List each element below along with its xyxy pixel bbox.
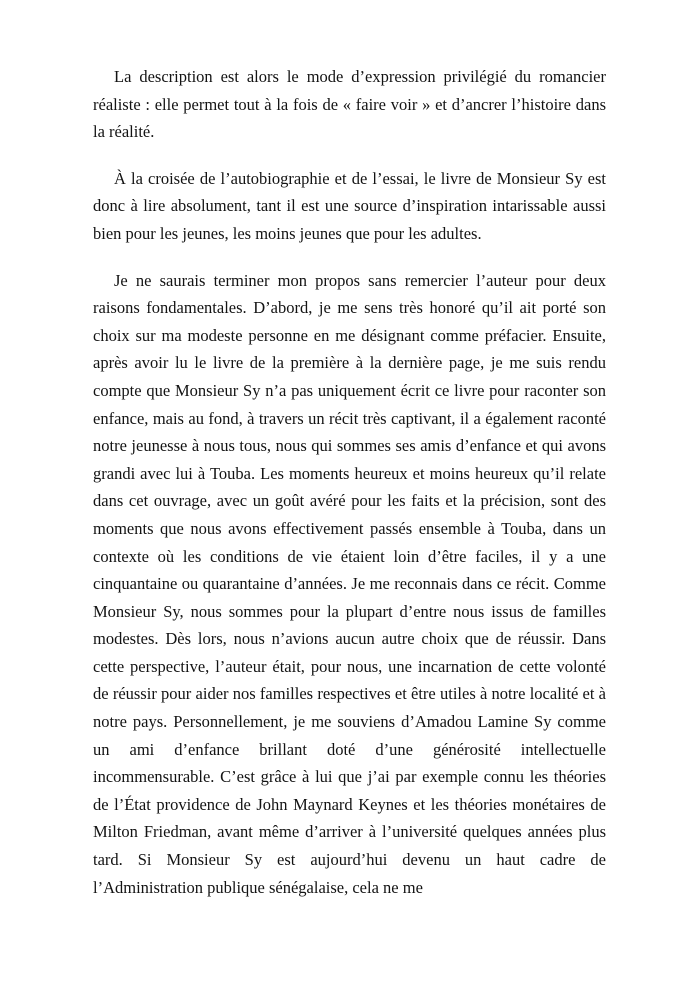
paragraph-description-realiste: La description est alors le mode d’expression privilégié du romancier réaliste : elle permet tout à la fois de « faire voir » et d’ancrer l’histoire dans la réalité. <box>93 67 606 142</box>
page-text-column <box>93 63 606 901</box>
paragraph-remerciements-auteur: Je ne saurais terminer mon propos sans remercier l’auteur pour deux raisons fondamentales. D’abord, je me sens très honoré qu’il ait porté son choix sur ma modeste personne en me désignant comme préfacier. Ensuite, après avoir lu le livre de la première à la dernière page, je me suis rendu compte que Monsieur Sy n’a pas uniquement écrit ce livre pour raconter son enfance, mais au fond, à travers un récit très captivant, il a également raconté notre jeunesse à nous tous, nous qui sommes ses amis d’enfance et qui avons grandi avec lui à Touba. Les moments heureux et moins heureux qu’il relate dans cet ouvrage, avec un goût avéré pour les faits et la précision, sont des moments que nous avons effectivement passés ensemble à Touba, dans un contexte où les conditions de vie étaient loin d’être faciles, il y a une cinquantaine ou quarantaine d’années. Je me reconnais dans ce récit. Comme Monsieur Sy, nous sommes pour la plupart d’entre nous issus de familles modestes. Dès lors, nous n’avions aucun autre choix que de réussir. Dans cette perspective, l’auteur était, pour nous, une incarnation de cette volonté de réussir pour aider nos familles respectives et être utiles à notre localité et à notre pays. Personnellement, je me souviens d’Amadou Lamine Sy comme un ami d’enfance brillant doté d’une générosité intellectuelle incommensurable. C’est grâce à lui que j’ai par exemple connu les théories de l’État providence de John Maynard Keynes et les théories monétaires de Milton Friedman, avant même d’arriver à l’université quelques années plus tard. Si Monsieur Sy est aujourd’hui devenu un haut cadre de l’Administration publique sénégalaise, cela ne me <box>93 270 606 897</box>
paragraph-croisee-autobiographie: À la croisée de l’autobiographie et de l’essai, le livre de Monsieur Sy est donc à lire absolument, tant il est une source d’inspiration intarissable aussi bien pour les jeunes, les moins jeunes que pour les adultes. <box>93 168 606 243</box>
